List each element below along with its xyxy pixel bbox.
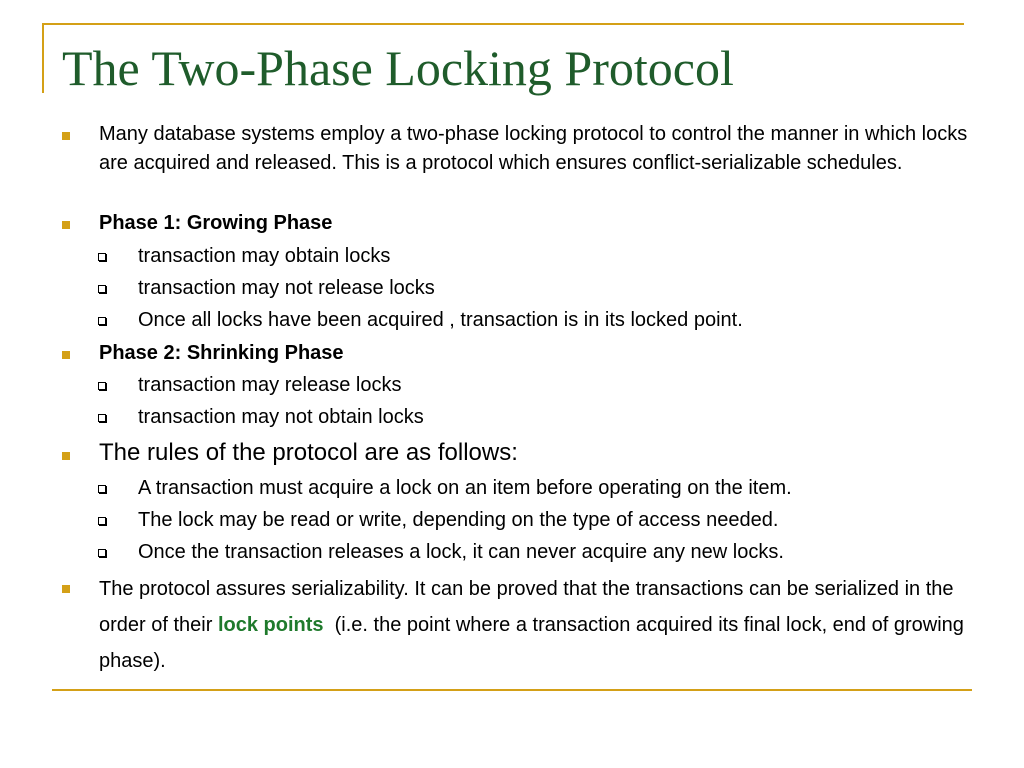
hollow-square-bullet-icon xyxy=(98,485,106,493)
square-bullet-icon xyxy=(62,351,70,359)
square-bullet-icon xyxy=(62,221,70,229)
assurance-text xyxy=(99,571,972,679)
bullet-intro xyxy=(62,120,972,178)
square-bullet-icon xyxy=(62,132,70,140)
hollow-square-bullet-icon xyxy=(98,414,106,422)
hollow-square-bullet-icon xyxy=(98,253,106,261)
sub-bullet-text: transaction may release locks xyxy=(138,374,402,396)
hollow-square-bullet-icon xyxy=(98,549,106,557)
sub-bullet xyxy=(98,371,968,400)
slide-title: The Two-Phase Locking Protocol xyxy=(62,40,734,96)
sub-bullet-text: A transaction must acquire a lock on an item before operating on the item. xyxy=(138,477,792,499)
sub-bullet-text: Once the transaction releases a lock, it can never acquire any new locks. xyxy=(138,541,784,563)
assurance-text-start: The protocol assures serializability. It can be proved that the transactions can be serialized in the order of their xyxy=(99,578,954,636)
hollow-square-bullet-icon xyxy=(98,382,106,390)
sub-bullet xyxy=(98,274,968,303)
assurance-text-end: (i.e. the point where a transaction acquired its final lock, end of growing phase). xyxy=(99,614,970,672)
sub-bullet xyxy=(98,538,968,567)
sub-bullet-text: transaction may not release locks xyxy=(138,277,435,299)
frame-bottom-rule xyxy=(52,689,972,691)
sub-bullet xyxy=(98,474,968,503)
bullet-phase1 xyxy=(62,209,972,238)
bullet-assurance xyxy=(62,571,972,679)
sub-bullet xyxy=(98,242,968,271)
phase2-heading: Phase 2: Shrinking Phase xyxy=(99,342,344,364)
bullet-phase2 xyxy=(62,339,972,368)
bullet-rules xyxy=(62,438,972,468)
sub-bullet xyxy=(98,306,968,335)
bullet-intro-text: Many database systems employ a two-phase locking protocol to control the manner in which locks are acquired and released. This is a protocol which ensures conflict-serializable schedules. xyxy=(99,123,968,174)
lock-points-highlight: lock points xyxy=(217,614,324,636)
hollow-square-bullet-icon xyxy=(98,317,106,325)
rules-heading: The rules of the protocol are as follows: xyxy=(99,439,518,466)
sub-bullet-text: transaction may not obtain locks xyxy=(138,406,424,428)
sub-bullet-text: transaction may obtain locks xyxy=(138,245,391,267)
hollow-square-bullet-icon xyxy=(98,285,106,293)
square-bullet-icon xyxy=(62,452,70,460)
sub-bullet xyxy=(98,403,968,432)
phase1-heading: Phase 1: Growing Phase xyxy=(99,212,333,234)
square-bullet-icon xyxy=(62,585,70,593)
sub-bullet-text: Once all locks have been acquired , transaction is in its locked point. xyxy=(138,309,743,331)
sub-bullet-text: The lock may be read or write, depending on the type of access needed. xyxy=(138,509,779,531)
sub-bullet xyxy=(98,506,968,535)
hollow-square-bullet-icon xyxy=(98,517,106,525)
